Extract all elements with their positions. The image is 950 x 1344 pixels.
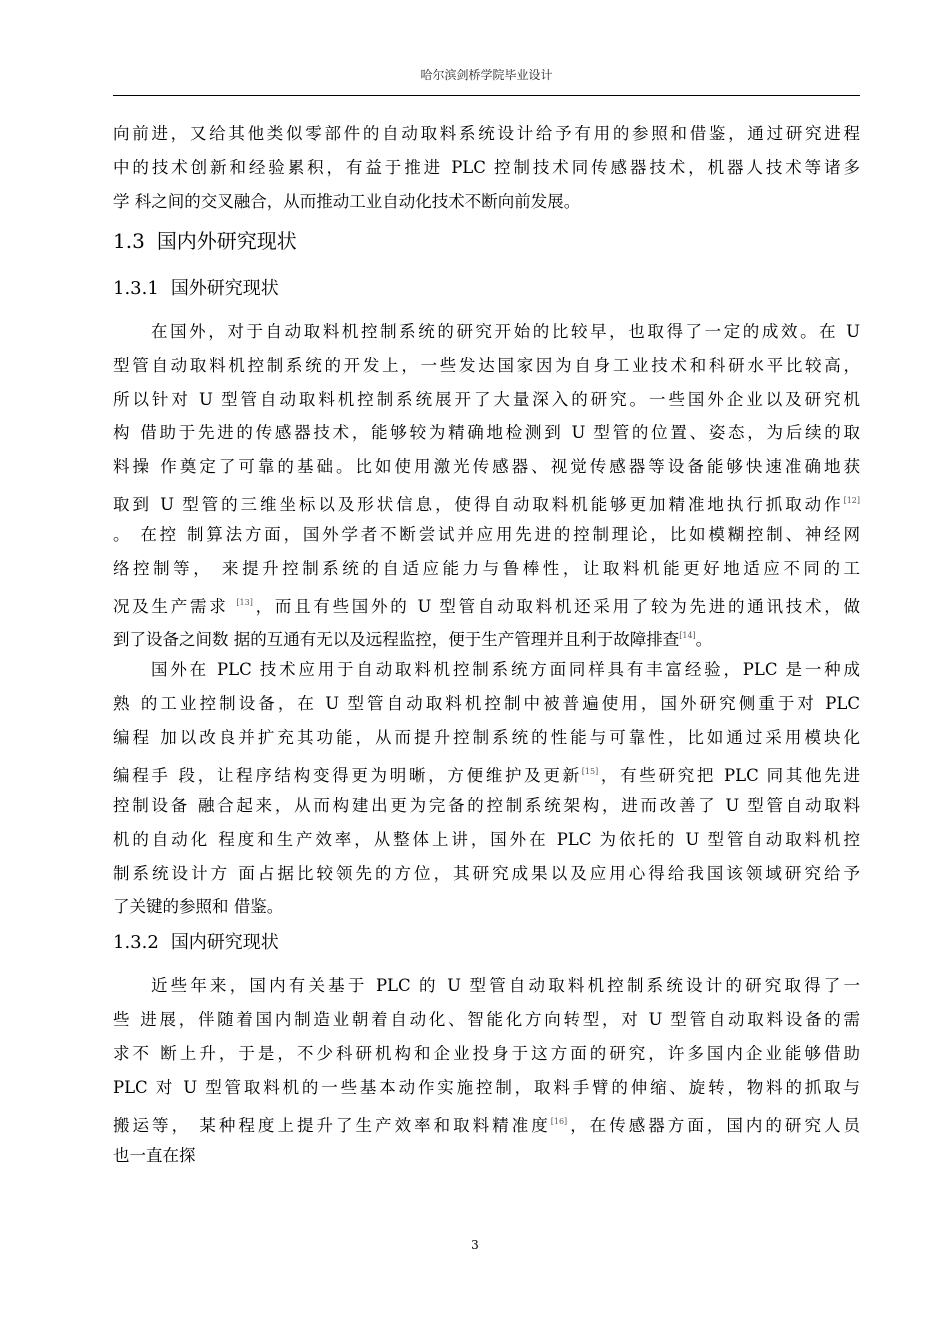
paragraph-line: PLC 对 U 型管取料机的一些基本动作实施控制，取料手臂的伸缩、旋转，物料的抓取与: [113, 1078, 860, 1097]
paragraph-text: ，而且有些国外的 U 型管自动取料机还采用了较为先进的通讯技术，做: [252, 597, 860, 616]
page-number: 3: [471, 1238, 479, 1252]
paragraph-text: 况及生产需求: [113, 597, 237, 616]
section-heading-1-3: [113, 227, 297, 255]
intro-line: 向前进，又给其他类似零部件的自动取料系统设计给予有用的参照和借鉴，通过研究进程: [113, 124, 860, 143]
paragraph-line: 型管自动取料机控制系统的开发上，一些发达国家因为自身工业技术和科研水平比较高，: [113, 356, 860, 375]
paragraph-line: 料操 作奠定了可靠的基础。比如使用激光传感器、视觉传感器等设备能够快速准确地获: [113, 457, 860, 476]
citation: [12]: [843, 496, 860, 505]
paragraph-line: 在国外，对于自动取料机控制系统的研究开始的比较早，也取得了一定的成效。在 U: [151, 322, 860, 341]
paragraph-line: 熟 的工业控制设备，在 U 型管自动取料机控制中被普遍使用，国外研究侧重于对 PLC: [113, 694, 860, 713]
paragraph-line: 近些年来，国内有关基于 PLC 的 U 型管自动取料机控制系统设计的研究取得了一: [151, 976, 860, 995]
section-heading-1-3-1: [113, 276, 279, 302]
header-divider: [113, 95, 860, 96]
paragraph-text: 到了设备之间数 据的互通有无以及远程监控，便于生产管理并且利于故障排查: [113, 630, 680, 649]
paragraph-line: 机的自动化 程度和生产效率，从整体上讲，国外在 PLC 为依托的 U 型管自动取料机控: [113, 830, 860, 849]
paragraph-line: 制系统设计方 面占据比较领先的方位，其研究成果以及应用心得给我国该领域研究给予: [113, 864, 860, 883]
paragraph-text: 搬运等， 某种程度上提升了生产效率和取料精准度: [113, 1116, 551, 1135]
citation: [13]: [236, 598, 253, 607]
paragraph-text: 编程手 段，让程序结构变得更为明晰，方便维护及更新: [113, 766, 582, 785]
citation: [14]: [679, 631, 696, 640]
paragraph-line: 编程 加以改良并扩充其功能，从而提升控制系统的性能与可靠性，比如通过采用模块化: [113, 728, 860, 747]
paragraph-line: [113, 624, 860, 648]
paragraph-line: [113, 489, 860, 513]
section-title: 国外研究现状: [170, 278, 279, 299]
paragraph-text: 取到 U 型管的三维坐标以及形状信息，使得自动取料机能够更加精准地执行抓取动作: [113, 495, 844, 514]
paragraph-line: 些 进展，伴随着国内制造业朝着自动化、智能化方向转型，对 U 型管自动取料设备的需: [113, 1010, 860, 1029]
intro-line: 中的技术创新和经验累积，有益于推进 PLC 控制技术同传感器技术，机器人技术等诸多: [113, 158, 860, 177]
paragraph-text: ，在传感器方面，国内的研究人员: [567, 1116, 860, 1135]
paragraph-line: 所以针对 U 型管自动取料机控制系统展开了大量深入的研究。一些国外企业以及研究机: [113, 390, 860, 409]
paragraph-line: 控制设备 融合起来，从而构建出更为完备的控制系统架构，进而改善了 U 型管自动取料: [113, 796, 860, 815]
section-heading-1-3-2: [113, 930, 279, 956]
paragraph-line: 构 借助于先进的传感器技术，能够较为精确地检测到 U 型管的位置、姿态，为后续的取: [113, 423, 860, 442]
paragraph-line: 也一直在探: [113, 1146, 196, 1165]
paragraph-line: 。 在控 制算法方面，国外学者不断尝试并应用先进的控制理论，比如模糊控制、神经网: [113, 525, 860, 544]
paragraph-text: ，有些研究把 PLC 同其他先进: [598, 766, 860, 785]
paragraph-line: 国外在 PLC 技术应用于自动取料机控制系统方面同样具有丰富经验，PLC 是一种成: [151, 660, 860, 679]
page-header: 哈尔滨剑桥学院毕业设计: [420, 68, 553, 82]
section-number: 1.3: [113, 229, 145, 253]
section-number: 1.3.1: [113, 278, 159, 299]
section-title: 国内外研究现状: [156, 229, 297, 253]
citation: [15]: [581, 767, 599, 776]
intro-line: 学 科之间的交叉融合，从而推动工业自动化技术不断向前发展。: [113, 192, 581, 211]
paragraph-line: 了关键的参照和 借鉴。: [113, 897, 284, 916]
section-number: 1.3.2: [113, 932, 159, 953]
paragraph-line: 求不 断上升，于是，不少科研机构和企业投身于这方面的研究，许多国内企业能够借助: [113, 1044, 860, 1063]
paragraph-text: 。: [695, 630, 713, 649]
section-title: 国内研究现状: [170, 932, 279, 953]
citation: [16]: [550, 1117, 568, 1126]
paragraph-line: [113, 760, 860, 784]
paragraph-line: 络控制等， 来提升控制系统的自适应能力与鲁棒性，让取料机能更好地适应不同的工: [113, 559, 860, 578]
paragraph-line: [113, 591, 860, 615]
paragraph-line: [113, 1110, 860, 1134]
